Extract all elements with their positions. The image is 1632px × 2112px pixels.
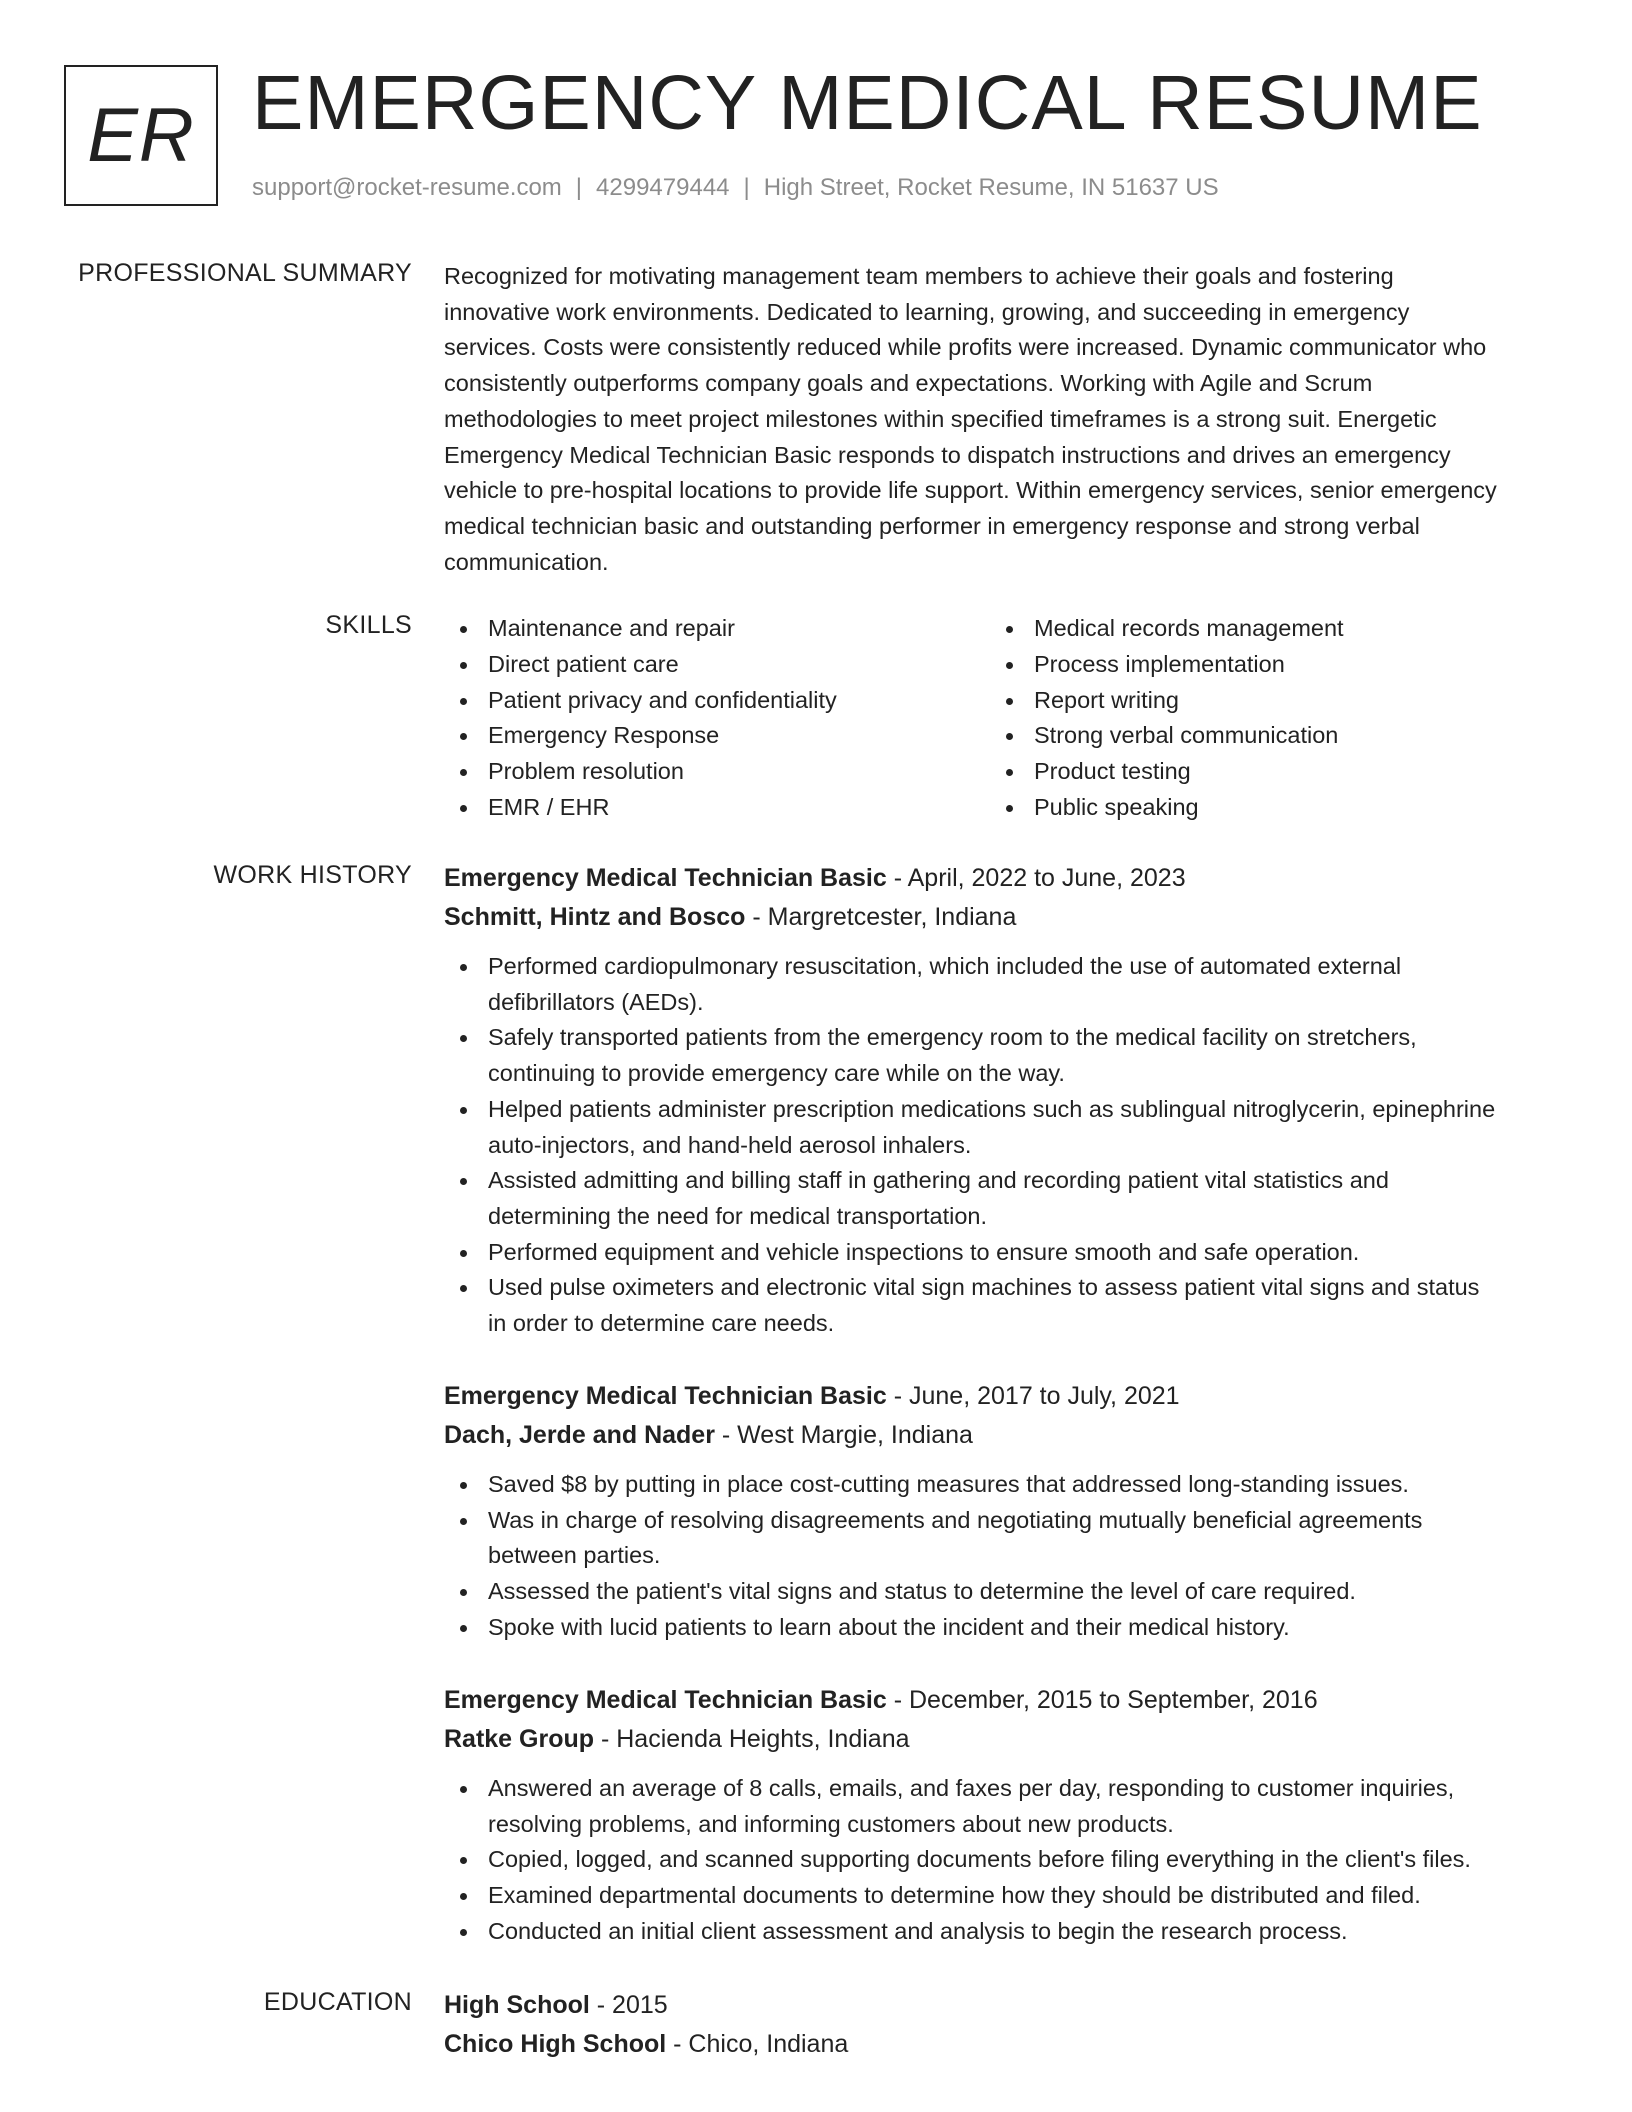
- bullet-dot: [1006, 805, 1013, 812]
- skills-column-left: [444, 611, 990, 826]
- skill-item: EMR / EHR: [444, 790, 990, 826]
- bullet-dot: [460, 1285, 467, 1292]
- bullet-dot: [460, 662, 467, 669]
- section-label-education: EDUCATION: [263, 1988, 412, 2016]
- bullet-dot: [460, 1929, 467, 1936]
- bullet-dot: [460, 1178, 467, 1185]
- summary-line: methodologies to meet project milestones within specified timeframes is a strong suit. Energetic: [444, 405, 1437, 432]
- bullet-dot: [460, 1482, 467, 1489]
- job-bullets: [444, 1467, 1556, 1646]
- contact-phone[interactable]: 4299479444: [596, 174, 730, 201]
- bullet-dot: [460, 769, 467, 776]
- summary-line: Recognized for motivating management team members to achieve their goals and fostering: [444, 263, 1394, 289]
- bullet-dot: [460, 1786, 467, 1793]
- job-company: Schmitt, Hintz and Bosco: [444, 903, 746, 931]
- summary-line: services. Costs were consistently reduced while profits were increased. Dynamic communicator who: [444, 334, 1487, 361]
- section-label-summary: PROFESSIONAL SUMMARY: [78, 259, 412, 287]
- resume-title: EMERGENCY MEDICAL RESUME: [252, 60, 1483, 146]
- education-section: [0, 1986, 1632, 2064]
- summary-line: medical technician basic and outstanding performer in emergency response and strong verbal: [444, 512, 1420, 539]
- bullet-dot: [460, 1107, 467, 1114]
- job-bullet: Assessed the patient's vital signs and status to determine the level of care required.: [444, 1574, 1556, 1610]
- job-location: - Margretcester, Indiana: [745, 903, 1017, 931]
- bullet-dot: [460, 626, 467, 633]
- bullet-dot: [460, 698, 467, 705]
- job-company-line: [444, 1416, 1556, 1455]
- job-title: Emergency Medical Technician Basic: [444, 1686, 887, 1714]
- job-bullet: Conducted an initial client assessment and analysis to begin the research process.: [444, 1914, 1556, 1950]
- summary-line: consistently outperforms company goals and expectations. Working with Agile and Scrum: [444, 370, 1373, 397]
- bullet-dot: [460, 1589, 467, 1596]
- job-bullet: Copied, logged, and scanned supporting documents before filing everything in the client's files.: [444, 1842, 1556, 1878]
- section-label-work-history: WORK HISTORY: [213, 861, 412, 889]
- job-title-line: [444, 1377, 1556, 1416]
- job-entry: [0, 859, 1632, 1342]
- skill-item: Direct patient care: [444, 647, 990, 683]
- bullet-dot: [460, 1250, 467, 1257]
- summary-line: Emergency Medical Technician Basic responds to dispatch instructions and drives an emergency: [444, 441, 1451, 468]
- job-bullet: Spoke with lucid patients to learn about the incident and their medical history.: [444, 1610, 1556, 1646]
- bullet-dot: [1006, 662, 1013, 669]
- bullet-dot: [460, 1857, 467, 1864]
- job-bullet: Performed cardiopulmonary resuscitation, which included the use of automated external defibrillators (AEDs).: [444, 949, 1556, 1020]
- job-bullet: Performed equipment and vehicle inspections to ensure smooth and safe operation.: [444, 1235, 1556, 1271]
- job-bullet: Helped patients administer prescription medications such as sublingual nitroglycerin, epinephrine auto-injectors, and hand-held aerosol inhalers.: [444, 1092, 1556, 1163]
- skill-item: Strong verbal communication: [990, 718, 1536, 754]
- bullet-dot: [460, 805, 467, 812]
- skill-item: Maintenance and repair: [444, 611, 990, 647]
- skills-column-right: [990, 611, 1536, 826]
- bullet-dot: [460, 1625, 467, 1632]
- job-bullets: [444, 949, 1556, 1342]
- job-company-line: [444, 898, 1556, 937]
- monogram-badge: [64, 65, 218, 206]
- education-location: - Chico, Indiana: [666, 2030, 849, 2058]
- job-location: - Hacienda Heights, Indiana: [594, 1725, 910, 1753]
- job-entry: [0, 1681, 1632, 1950]
- job-title-line: [444, 859, 1556, 898]
- education-degree-line: [444, 1986, 1556, 2025]
- skill-item: Report writing: [990, 683, 1536, 719]
- bullet-dot: [460, 1518, 467, 1525]
- skill-item: Emergency Response: [444, 718, 990, 754]
- skill-item: Patient privacy and confidentiality: [444, 683, 990, 719]
- bullet-dot: [1006, 769, 1013, 776]
- bullet-dot: [460, 1035, 467, 1042]
- contact-address: High Street, Rocket Resume, IN 51637 US: [763, 174, 1219, 201]
- job-company: Dach, Jerde and Nader: [444, 1421, 715, 1449]
- job-title: Emergency Medical Technician Basic: [444, 864, 887, 892]
- job-dates: - April, 2022 to June, 2023: [886, 864, 1186, 892]
- bullet-dot: [460, 1893, 467, 1900]
- monogram-initials: ER: [87, 93, 195, 178]
- education-school-line: [444, 2025, 1556, 2064]
- bullet-dot: [460, 964, 467, 971]
- skill-item: Product testing: [990, 754, 1536, 790]
- bullet-dot: [460, 733, 467, 740]
- summary-text: [444, 259, 1556, 580]
- job-bullet: Was in charge of resolving disagreements and negotiating mutually beneficial agreements between parties.: [444, 1503, 1556, 1574]
- job-bullet: Safely transported patients from the emergency room to the medical facility on stretchers, continuing to provide emergency care while on the way.: [444, 1020, 1556, 1091]
- education-school: Chico High School: [444, 2030, 667, 2058]
- job-bullet: Saved $8 by putting in place cost-cutting measures that addressed long-standing issues.: [444, 1467, 1556, 1503]
- skill-item: Public speaking: [990, 790, 1536, 826]
- summary-line: vehicle to pre-hospital locations to provide life support. Within emergency services, senior emergency: [444, 477, 1497, 504]
- skill-item: Medical records management: [990, 611, 1536, 647]
- job-dates: - December, 2015 to September, 2016: [886, 1686, 1318, 1714]
- section-label-skills: SKILLS: [325, 611, 412, 639]
- job-bullet: Assisted admitting and billing staff in gathering and recording patient vital statistics and determining the need for medical transportation.: [444, 1163, 1556, 1234]
- job-company-line: [444, 1720, 1556, 1759]
- contact-separator: |: [575, 174, 583, 201]
- summary-line: innovative work environments. Dedicated to learning, growing, and succeeding in emergency: [444, 298, 1410, 325]
- bullet-dot: [1006, 626, 1013, 633]
- summary-line: communication.: [444, 548, 609, 575]
- job-location: - West Margie, Indiana: [714, 1421, 973, 1449]
- job-bullet: Answered an average of 8 calls, emails, and faxes per day, responding to customer inquiries, resolving problems, and informing customers about new products.: [444, 1771, 1556, 1842]
- education-degree: High School: [444, 1991, 590, 2019]
- job-dates: - June, 2017 to July, 2021: [886, 1382, 1180, 1410]
- job-title-line: [444, 1681, 1556, 1720]
- education-year: - 2015: [589, 1991, 668, 2019]
- skill-item: Process implementation: [990, 647, 1536, 683]
- contact-separator: |: [743, 174, 750, 201]
- job-company: Ratke Group: [444, 1725, 595, 1753]
- job-entry: [0, 1377, 1632, 1646]
- job-bullet: Examined departmental documents to determine how they should be distributed and filed.: [444, 1878, 1556, 1914]
- job-bullet: Used pulse oximeters and electronic vital sign machines to assess patient vital signs and status in order to determine care needs.: [444, 1270, 1556, 1341]
- skills-grid: [444, 611, 1556, 826]
- skill-item: Problem resolution: [444, 754, 990, 790]
- contact-line: [252, 174, 1219, 202]
- bullet-dot: [1006, 733, 1013, 740]
- job-title: Emergency Medical Technician Basic: [444, 1382, 887, 1410]
- contact-email[interactable]: support@rocket-resume.com: [252, 174, 562, 201]
- bullet-dot: [1006, 698, 1013, 705]
- job-bullets: [444, 1771, 1556, 1950]
